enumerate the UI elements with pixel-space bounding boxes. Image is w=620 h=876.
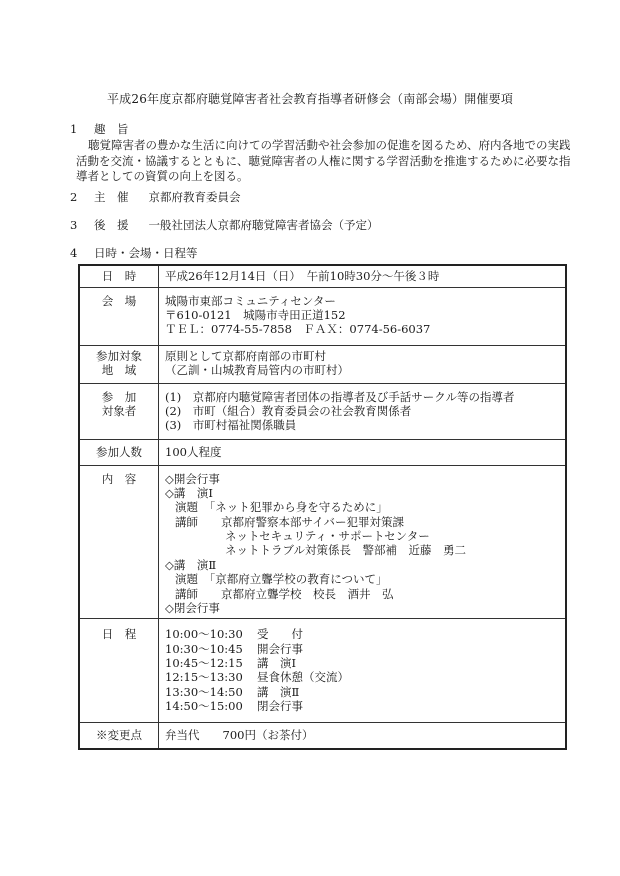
schedule-item: 閉会行事: [257, 699, 303, 714]
schedule-time: 13:30～14:50: [165, 684, 243, 699]
content-closing: ◇閉会行事: [165, 600, 220, 615]
section-value: 一般社団法人京都府聴覚障害者協会（予定）: [148, 218, 379, 232]
content-opening: ◇開会行事: [165, 471, 220, 486]
row-label: 参加人数: [79, 439, 159, 465]
schedule-row: [165, 685, 559, 699]
venue-name: 城陽市東部コミュニティセンター: [165, 293, 336, 308]
lecture-1-speaker-name: ネットトラブル対策係長 警部補 近藤 勇二: [225, 543, 467, 558]
section-heading: 日時・会場・日程等: [94, 246, 198, 260]
schedule-item: 昼食休憩（交流）: [257, 670, 349, 685]
schedule-item: 受 付: [257, 627, 303, 642]
schedule-time: 14:50～15:00: [165, 699, 243, 714]
section-purpose: [70, 122, 590, 184]
row-label: 日 時: [79, 265, 159, 287]
row-value: [159, 383, 567, 439]
section-organizer: [70, 190, 590, 204]
row-value: [159, 345, 567, 383]
table-row: [79, 265, 566, 287]
venue-phone: ＴＥＬ：0774-55-7858 ＦＡＸ：0774-56-6037: [165, 322, 431, 337]
section-number: 2: [70, 190, 78, 204]
content-lecture-1: ◇講 演Ⅰ: [165, 485, 213, 500]
details-table: [78, 264, 567, 750]
section-support: [70, 218, 590, 232]
content-lecture-2: ◇講 演Ⅱ: [165, 557, 217, 572]
schedule-row: [165, 656, 559, 670]
lecture-2-topic: 演題 「京都府立聾学校の教育について」: [175, 572, 388, 587]
target-item: (2) 市町（組合）教育委員会の社会教育関係者: [165, 403, 412, 418]
table-row: [79, 287, 566, 345]
schedule-item: 開会行事: [257, 641, 303, 656]
row-value: [159, 619, 567, 723]
row-label-line: 対象者: [101, 403, 137, 418]
row-value: [159, 465, 567, 619]
row-value: 100人程度: [159, 439, 567, 465]
row-value: 平成26年12月14日（日） 午前10時30分～午後３時: [159, 265, 567, 287]
row-value: [159, 287, 567, 345]
table-row: [79, 723, 566, 749]
section-number: 4: [70, 246, 78, 260]
section-heading: 主 催: [94, 190, 129, 204]
table-row: [79, 383, 566, 439]
schedule-time: 10:45～12:15: [165, 656, 243, 670]
row-label-line: 地 域: [101, 362, 137, 377]
target-item: (1) 京都府内聴覚障害者団体の指導者及び手話サークル等の指導者: [165, 389, 515, 404]
lecture-1-speaker: 講師 京都府警察本部サイバー犯罪対策課: [175, 514, 404, 529]
row-label: [79, 383, 159, 439]
row-label: 内 容: [79, 465, 159, 619]
lecture-1-topic: 演題 「ネット犯罪から身を守るために」: [175, 500, 388, 515]
row-label: ※変更点: [79, 723, 159, 749]
table-row: [79, 619, 566, 723]
value-line: （乙訓・山城教育局管内の市町村）: [165, 362, 349, 377]
section-body: 聴覚障害者の豊かな生活に向けての学習活動や社会参加の促進を図るため、府内各地での実践活動を交流・協議するとともに、聴覚障害者の人権に関する学習活動を推進するために必要な指導者としての資質の向上を図る。: [76, 138, 571, 183]
target-item: (3) 市町村福祉関係職員: [165, 418, 297, 433]
schedule-row: [165, 642, 559, 656]
schedule-row: [165, 699, 559, 713]
row-label: 会 場: [79, 287, 159, 345]
schedule-item: 講 演Ⅰ: [257, 656, 297, 670]
schedule-row: [165, 670, 559, 684]
table-row: [79, 345, 566, 383]
lecture-2-speaker: 講師 京都府立聾学校 校長 酒井 弘: [175, 586, 394, 601]
table-row: [79, 465, 566, 619]
schedule-time: 10:30～10:45: [165, 641, 243, 656]
row-label-line: 参 加: [101, 389, 137, 404]
section-value: 京都府教育委員会: [148, 190, 241, 204]
schedule-row: [165, 627, 559, 641]
section-details: [70, 246, 590, 260]
schedule-time: 12:15～13:30: [165, 670, 243, 685]
row-label: 日 程: [79, 619, 159, 723]
schedule-item: 講 演Ⅱ: [257, 684, 300, 699]
value-line: 原則として京都府南部の市町村: [165, 348, 326, 363]
lecture-1-speaker-org: ネットセキュリティ・サポートセンター: [225, 529, 430, 543]
section-number: 3: [70, 218, 78, 232]
venue-address: 〒610-0121 城陽市寺田正道152: [165, 307, 346, 322]
row-label: [79, 345, 159, 383]
section-heading: 趣 旨: [94, 122, 129, 136]
row-value: 弁当代 700円（お茶付）: [159, 723, 567, 749]
section-heading: 後 援: [94, 218, 129, 232]
schedule-time: 10:00～10:30: [165, 627, 243, 642]
table-row: [79, 439, 566, 465]
section-number: 1: [70, 122, 78, 136]
row-label-line: 参加対象: [96, 348, 142, 363]
document-title: 平成26年度京都府聴覚障害者社会教育指導者研修会（南部会場）開催要項: [106, 92, 514, 106]
